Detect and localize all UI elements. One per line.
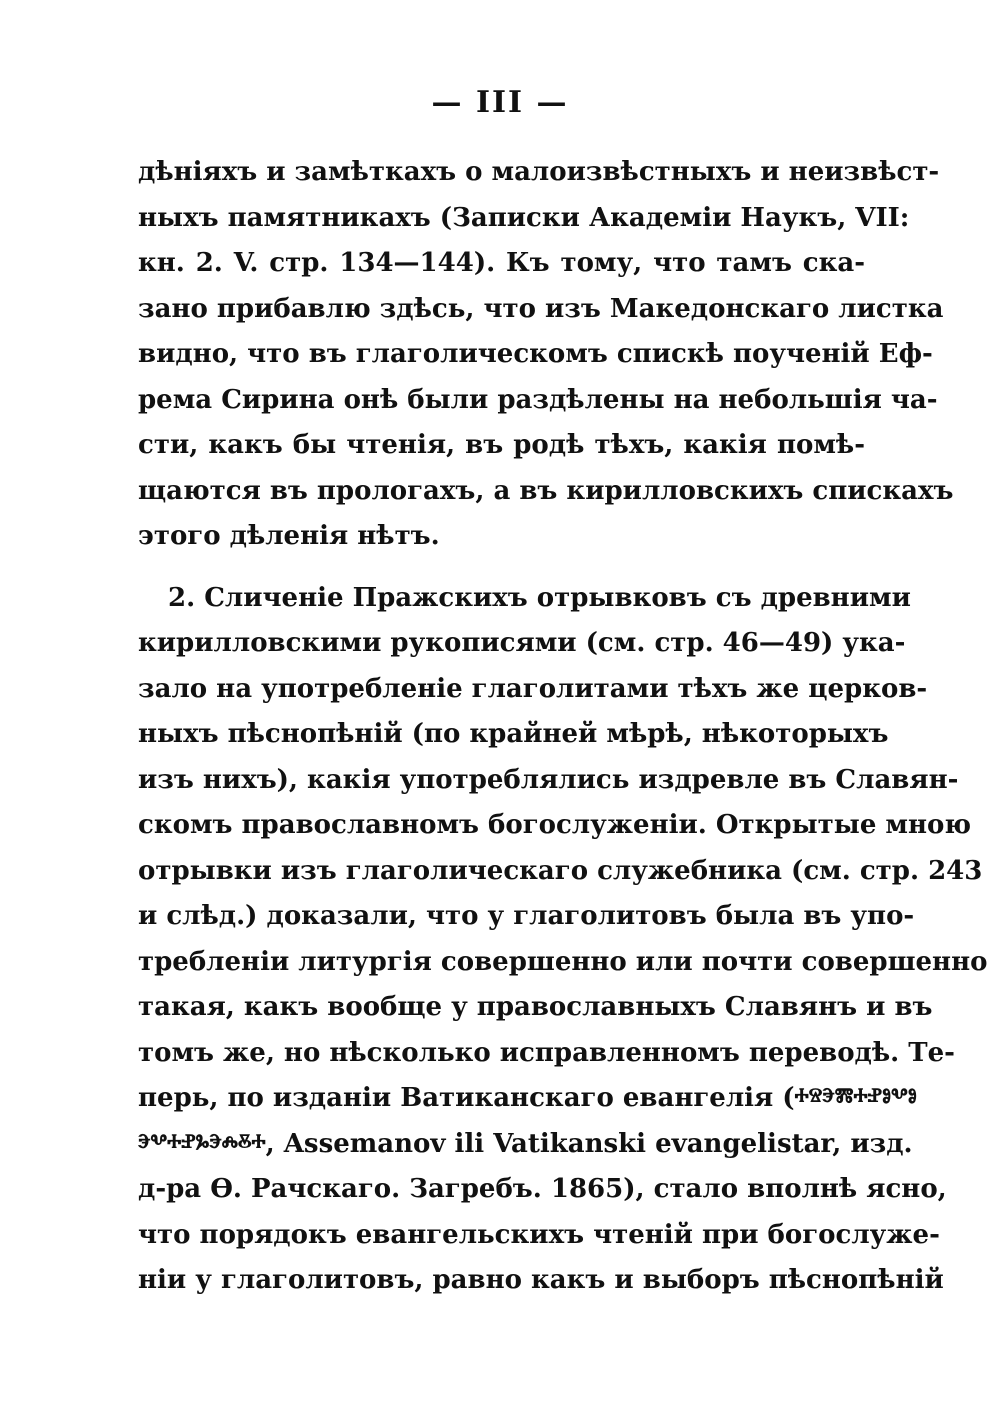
text-line: ніи у глаголитовъ, равно какъ и выборъ пѣснопѣній <box>138 1265 944 1295</box>
text-line: щаются въ прологахъ, а въ кирилловскихъ спискахъ <box>138 475 954 506</box>
page-number: — III — <box>431 85 569 120</box>
text-line: изъ нихъ), какія употреблялись издревле въ Славян- <box>138 764 959 795</box>
text-line: видно, что въ глаголическомъ спискѣ поученій Еф- <box>138 339 933 369</box>
paragraph-gap <box>138 560 865 576</box>
text-line: и слѣд.) доказали, что у глаголитовъ была въ упо- <box>138 901 915 931</box>
body-text <box>138 150 988 1304</box>
paragraph-2 <box>138 576 988 1304</box>
text-line: зано прибавлю здѣсь, что изъ Македонскаго листка <box>138 293 944 324</box>
text-line: рема Сирина онѣ были раздѣлены на небольшія ча- <box>138 384 938 415</box>
text-line: дѣніяхъ и замѣткахъ о малоизвѣстныхъ и неизвѣст- <box>138 157 940 187</box>
text-line: кн. 2. V. стр. 134—144). Къ тому, что тамъ ска- <box>138 248 865 278</box>
text-line: что порядокъ евангельскихъ чтеній при богослуже- <box>138 1219 940 1250</box>
text-line: сти, какъ бы чтенія, въ родѣ тѣхъ, какія помѣ- <box>138 430 865 460</box>
text-line: томъ же, но нѣсколько исправленномъ переводѣ. Те- <box>138 1037 955 1068</box>
text-line: такая, какъ вообще у православныхъ Славянъ и въ <box>138 992 933 1022</box>
text-line: д-ра Ѳ. Рачскаго. Загребъ. 1865), стало вполнѣ ясно, <box>138 1174 947 1204</box>
text-line: зало на употребленіе глаголитами тѣхъ же церков- <box>138 673 928 704</box>
text-line: отрывки изъ глаголическаго служебника (см. стр. 243 <box>138 855 983 886</box>
text-line: перь, по изданіи Ватиканскаго евангелія (ⰰⱄⰵⰿⰰⱀⱁⰲⱁ <box>138 1083 917 1113</box>
text-line: этого дѣленія нѣтъ. <box>138 521 440 551</box>
text-line: ныхъ памятникахъ (Записки Академіи Наукъ, VII: <box>138 202 910 233</box>
text-line: ныхъ пѣснопѣній (по крайней мѣрѣ, нѣкоторыхъ <box>138 719 889 749</box>
text-line: скомъ православномъ богослуженіи. Открытые мною <box>138 810 972 840</box>
paragraph-1 <box>138 150 954 560</box>
text-line: требленіи литургія совершенно или почти совершенно <box>138 946 988 977</box>
text-line: 2. Сличеніе Пражскихъ отрывковъ съ древними <box>168 582 911 613</box>
text-line: ⰵⰲⰰⱀⰳⰵⰾⰻⰰ, Assemanov ili Vatikanski evangelistar, изд. <box>138 1128 913 1159</box>
text-line: кирилловскими рукописями (см. стр. 46—49) ука- <box>138 628 906 658</box>
